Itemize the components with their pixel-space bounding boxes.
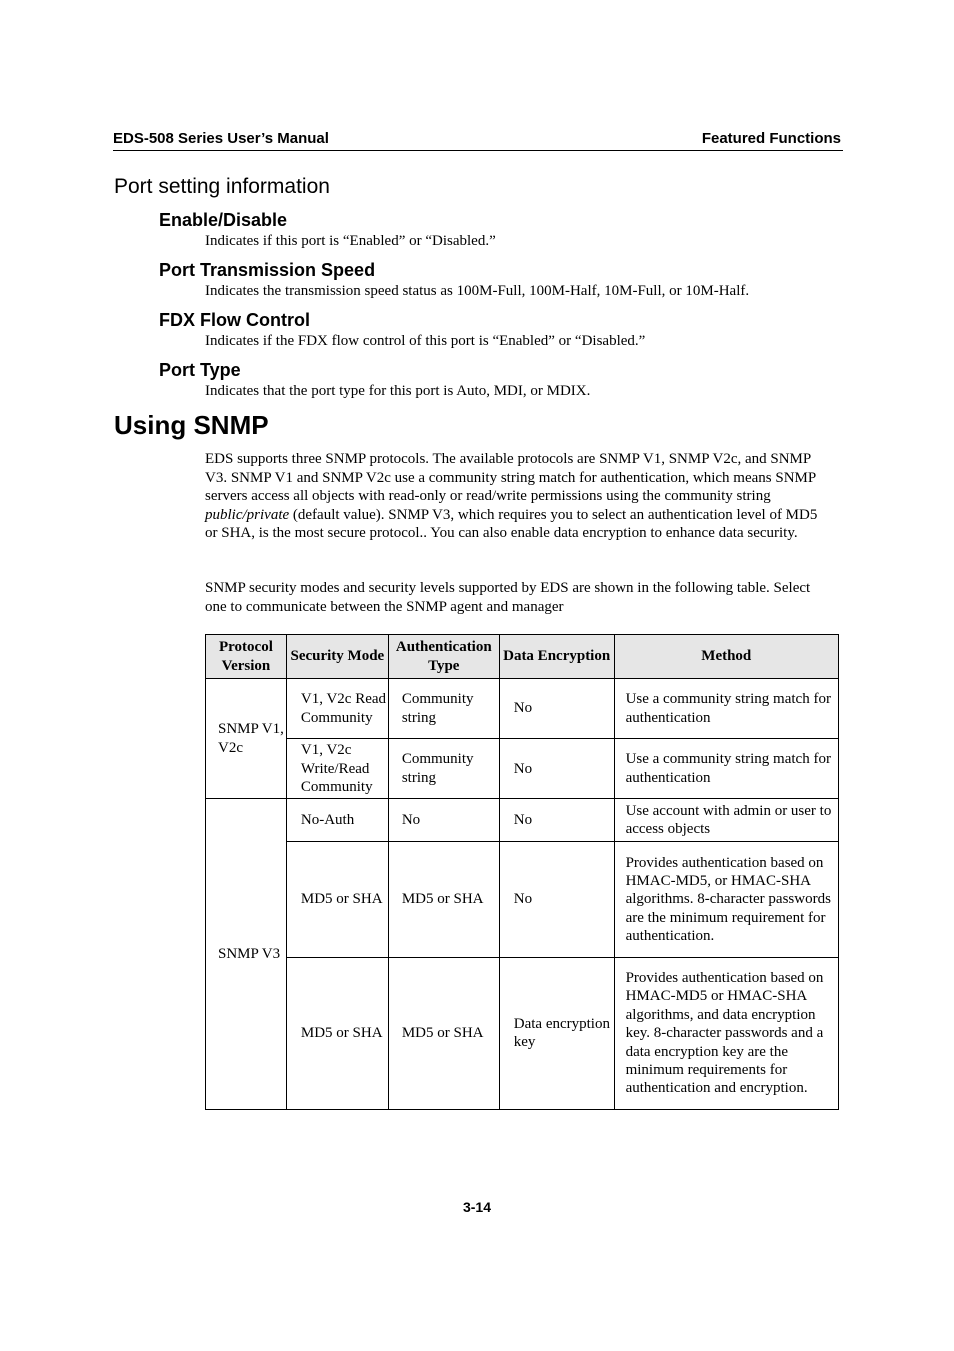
header-security-mode: Security Mode — [286, 635, 388, 679]
manual-title: EDS-508 Series User’s Manual — [113, 130, 329, 147]
table-header-row — [206, 635, 839, 679]
speed-heading: Port Transmission Speed — [159, 260, 376, 280]
header-method: Method — [614, 635, 838, 679]
mode-cell: MD5 or SHA — [286, 957, 388, 1109]
auth-cell: MD5 or SHA — [388, 957, 499, 1109]
port-type-heading: Port Type — [159, 360, 241, 380]
page-number: 3-14 — [462, 1199, 492, 1215]
mode-cell: MD5 or SHA — [286, 842, 388, 957]
mode-cell: V1, V2c Write/Read Community — [286, 739, 388, 799]
encryption-cell: No — [499, 679, 614, 739]
enable-disable-heading: Enable/Disable — [159, 210, 288, 230]
port-type-text: Indicates that the port type for this port is Auto, MDI, or MDIX. — [205, 383, 591, 399]
snmp-security-table — [205, 634, 839, 1110]
fdx-text: Indicates if the FDX flow control of this port is “Enabled” or “Disabled.” — [205, 333, 646, 349]
speed-text: Indicates the transmission speed status as 100M-Full, 100M-Half, 10M-Full, or 10M-Half. — [205, 283, 750, 299]
encryption-cell: No — [499, 739, 614, 799]
auth-cell: No — [388, 799, 499, 842]
auth-cell: Community string — [388, 679, 499, 739]
snmp-title: Using SNMP — [114, 410, 269, 440]
fdx-heading: FDX Flow Control — [159, 310, 310, 330]
snmp-table-intro: SNMP security modes and security levels supported by EDS are shown in the following table. Select one to communicate between the SNMP agent and manager — [205, 580, 811, 615]
page-header — [113, 129, 843, 151]
method-cell: Use account with admin or user to access objects — [614, 799, 838, 842]
encryption-cell: No — [499, 842, 614, 957]
mode-cell: V1, V2c Read Community — [286, 679, 388, 739]
table-row — [206, 679, 839, 739]
auth-cell: Community string — [388, 739, 499, 799]
protocol-cell: SNMP V3 — [206, 799, 287, 1110]
auth-cell: MD5 or SHA — [388, 842, 499, 957]
port-section-title: Port setting information — [114, 175, 330, 198]
snmp-intro-paragraph: EDS supports three SNMP protocols. The available protocols are SNMP V1, SNMP V2c, and SNMP V3. SNMP V1 and SNMP V2c use a community string match for authentication, which means SNMP servers access all objects with read-only or read/write permissions using the community string public/private (default value). SNMP V3, which requires you to select an authentication level of MD5 or SHA, is the most secure protocol.. You can also enable data encryption to enhance data security. — [205, 451, 818, 542]
chapter-title: Featured Functions — [701, 130, 841, 147]
mode-cell: No-Auth — [286, 799, 388, 842]
default-community-string: public/private — [205, 506, 290, 523]
header-authentication-type: Authentication Type — [388, 635, 499, 679]
method-cell: Provides authentication based on HMAC-MD5 or HMAC-SHA algorithms, and data encryption key. 8-character passwords and a data encryption key are the minimum requirements for authentication and encryption. — [614, 957, 838, 1109]
table-row — [206, 739, 839, 799]
enable-disable-text: Indicates if this port is “Enabled” or “Disabled.” — [205, 233, 496, 249]
table-row — [206, 842, 839, 957]
table-row — [206, 799, 839, 842]
encryption-cell: No — [499, 799, 614, 842]
table-row — [206, 957, 839, 1109]
header-data-encryption: Data Encryption — [499, 635, 614, 679]
method-cell: Provides authentication based on HMAC-MD5, or HMAC-SHA algorithms. 8-character passwords are the minimum requirement for authentication. — [614, 842, 838, 957]
encryption-cell: Data encryption key — [499, 957, 614, 1109]
method-cell: Use a community string match for authentication — [614, 739, 838, 799]
header-protocol-version: Protocol Version — [206, 635, 287, 679]
protocol-cell: SNMP V1, V2c — [206, 679, 287, 799]
method-cell: Use a community string match for authentication — [614, 679, 838, 739]
